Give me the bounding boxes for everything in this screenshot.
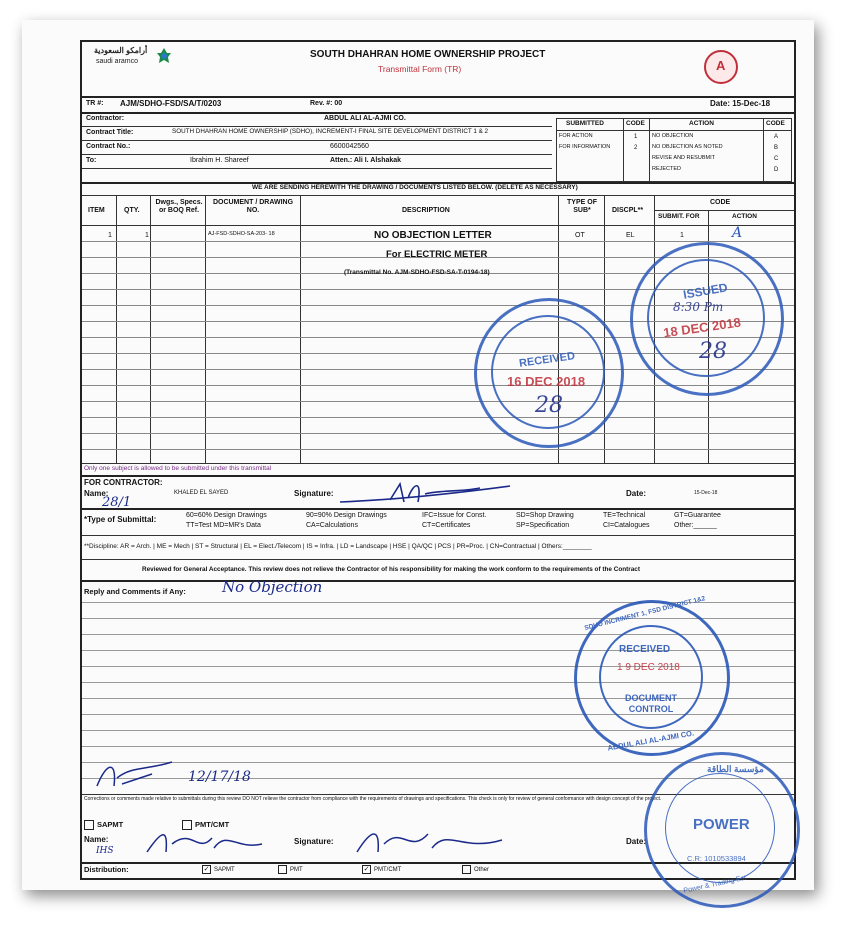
- to-label: To:: [86, 157, 97, 164]
- submittal-type-label: *Type of Submittal:: [84, 515, 157, 524]
- row-document: AJ-FSD-SDHO-SA-203- 18: [208, 231, 275, 237]
- dist-other-label: Other: [474, 867, 490, 874]
- aramco-arabic: أرامكو السعودية: [94, 46, 148, 55]
- row-type: OT: [575, 232, 585, 239]
- row-discpl: EL: [626, 232, 635, 239]
- submittal-col5-a: TE=Technical: [603, 512, 646, 519]
- contractor-logo-letter: A: [716, 58, 726, 73]
- distribution-label: Distribution:: [84, 865, 129, 874]
- table-row-line: [82, 433, 794, 434]
- legend-table: [556, 118, 792, 182]
- table-row-line: [82, 401, 794, 402]
- submittal-col1-b: TT=Test MD=MR's Data: [186, 522, 261, 529]
- reviewer-name-signature: [142, 824, 272, 860]
- legend-action-d-code: D: [774, 167, 779, 173]
- power-sub: Power & Trading Est.: [682, 874, 749, 895]
- received-1-text: RECEIVED: [518, 350, 576, 370]
- revision: Rev. #: 00: [310, 100, 343, 107]
- document-sheet: [22, 20, 814, 895]
- review-note: Reviewed for General Acceptance. This review does not relieve the Contractor of his responsibility for making the work conform to the requirements of the Contract: [142, 566, 640, 573]
- legend-action-header: ACTION: [689, 120, 714, 127]
- col-code: CODE: [710, 199, 731, 206]
- dist-sapmt[interactable]: [202, 865, 235, 874]
- submittal-col4-b: SP=Specification: [516, 522, 570, 529]
- contract-title-value: SOUTH DHAHRAN HOME OWNERSHIP (SDHO), INCREMENT-I FINAL SITE DEVELOPMENT DISTRICT 1 & 2: [172, 128, 489, 135]
- row-action: A: [732, 225, 743, 241]
- legend-submitted-1-code: 1: [634, 134, 638, 140]
- header-date: Date: 15-Dec-18: [710, 99, 771, 108]
- legend-action-a: NO OBJECTION: [652, 133, 694, 139]
- col-discpl: DISCPL**: [612, 207, 644, 214]
- dist-other-checkbox-icon[interactable]: [462, 865, 471, 874]
- for-contractor-title: FOR CONTRACTOR:: [84, 478, 163, 487]
- to-value: Ibrahim H. Shareef: [190, 157, 249, 164]
- col-action: ACTION: [732, 213, 757, 220]
- contractor-date-value: 15-Dec-18: [694, 490, 718, 496]
- contract-title-label: Contract Title:: [86, 129, 134, 136]
- dist-sapmt-checkbox-icon[interactable]: ✓: [203, 866, 210, 873]
- issued-date: 18 DEC 2018: [662, 314, 742, 341]
- dist-other[interactable]: [462, 865, 489, 874]
- reviewer-name-label: Name:: [84, 835, 109, 844]
- contractor-name-hand: 28/1: [102, 495, 132, 510]
- reviewer-initials: [92, 756, 182, 796]
- power-arabic: مؤسسة الطاقة: [707, 764, 764, 774]
- legend-code-header: CODE: [626, 120, 645, 127]
- contractor-signature-label: Signature:: [294, 489, 334, 498]
- col-type: TYPE OF SUB*: [567, 199, 597, 215]
- received-1-hand: 28: [535, 393, 563, 418]
- aramco-english: saudi aramco: [96, 58, 139, 65]
- submittal-col2-b: CA=Calculations: [306, 522, 358, 529]
- dist-pmt-cmt-checkbox-icon[interactable]: ✓: [363, 866, 370, 873]
- tr-number: AJM/SDHO-FSD/SA/T/0203: [120, 99, 222, 108]
- legend-action-c-code: C: [774, 156, 779, 162]
- col-document: DOCUMENT / DRAWING NO.: [212, 199, 294, 215]
- dist-sapmt-label: SAPMT: [214, 867, 235, 874]
- submittal-col2-a: 90=90% Design Drawings: [306, 512, 387, 519]
- power-name: POWER: [693, 816, 750, 833]
- issued-stamp: [630, 242, 784, 396]
- issued-hand: 28: [699, 339, 727, 364]
- doc-control: DOCUMENT CONTROL: [625, 693, 677, 714]
- power-company-stamp: [644, 752, 800, 908]
- document-control-stamp: [574, 595, 730, 756]
- submittal-col3-b: CT=Certificates: [422, 522, 471, 529]
- pmt-cmt-label: PMT/CMT: [195, 819, 230, 829]
- col-description: DESCRIPTION: [402, 207, 450, 214]
- table-row-line: [82, 241, 794, 242]
- contractor-signature: [330, 472, 520, 512]
- tr-label: TR #:: [86, 100, 104, 107]
- row-item: 1: [108, 232, 112, 239]
- sapmt-checkbox-icon[interactable]: [84, 820, 94, 830]
- dist-pmt-checkbox-icon[interactable]: [278, 865, 287, 874]
- received-1-date: 16 DEC 2018: [507, 374, 586, 389]
- reply-label: Reply and Comments if Any:: [84, 587, 186, 596]
- doc-date: 1 9 DEC 2018: [617, 662, 680, 673]
- legend-action-b: NO OBJECTION AS NOTED: [652, 144, 723, 150]
- reviewer-name-hand: IHS: [96, 846, 114, 856]
- power-cr: C.R: 1010533894: [687, 854, 746, 863]
- doc-ring-bottom: ABDUL ALI AL-AJMI CO.: [606, 728, 695, 753]
- table-row-line: [82, 417, 794, 418]
- submittal-col6-a: GT=Guarantee: [674, 512, 721, 519]
- issued-time: 8:30 Pm: [673, 300, 724, 314]
- contract-no-value: 6600042560: [330, 143, 369, 150]
- legend-submitted-2: FOR INFORMATION: [559, 144, 611, 150]
- row-desc-line1: NO OBJECTION LETTER: [374, 230, 492, 241]
- legend-action-c: REVISE AND RESUBMIT: [652, 155, 715, 161]
- dist-pmt-cmt-label: PMT/CMT: [374, 867, 402, 874]
- submittal-col1-a: 60=60% Design Drawings: [186, 512, 267, 519]
- contractor-name-label: Name:: [84, 489, 109, 498]
- submittal-col5-b: CI=Catalogues: [603, 522, 650, 529]
- legend-action-d: REJECTED: [652, 166, 682, 172]
- issued-text: ISSUED: [682, 280, 729, 302]
- attention-value: Atten.: Ali I. Alshakak: [330, 157, 402, 164]
- contractor-name-value: KHALED EL SAYED: [174, 490, 229, 496]
- reviewer-signature-label: Signature:: [294, 837, 334, 846]
- row-submit-for: 1: [680, 232, 684, 239]
- col-item: ITEM: [88, 207, 105, 214]
- sending-note: WE ARE SENDING HEREWITH THE DRAWING / DOCUMENTS LISTED BELOW. (DELETE AS NECESSARY): [252, 184, 578, 191]
- sapmt-label: SAPMT: [97, 819, 124, 829]
- corrections-note: Corrections or comments made relative to submittals during this review DO NOT relieve the contractor from compliance with the requirements of drawings and specifications. This check is only for review of general conformance with design concept of the project.: [84, 796, 662, 802]
- checkbox-sapmt[interactable]: [84, 820, 123, 830]
- reviewer-signature: [352, 822, 512, 862]
- legend-code-header-2: CODE: [766, 120, 785, 127]
- dist-pmt-label: PMT: [290, 867, 303, 874]
- row-desc-line2: For ELECTRIC METER: [386, 249, 488, 260]
- doc-ring-top: SDHO INCRIMENT 1, FSD DISTRICT 1&2: [583, 595, 707, 632]
- row-qty: 1: [145, 232, 149, 239]
- contractor-value: ABDUL ALI AL-AJMI CO.: [324, 115, 406, 122]
- contract-no-label: Contract No.:: [86, 143, 131, 150]
- received-stamp-1: [474, 298, 624, 448]
- handwritten-date: 12/17/18: [188, 769, 251, 785]
- legend-submitted-header: SUBMITTED: [566, 120, 604, 127]
- legend-submitted-2-code: 2: [634, 145, 638, 151]
- legend-submitted-1: FOR ACTION: [559, 133, 593, 139]
- form-title: Transmittal Form (TR): [378, 64, 462, 74]
- contractor-date-label: Date:: [626, 489, 647, 498]
- doc-received: RECEIVED: [619, 644, 671, 655]
- submittal-col4-a: SD=Shop Drawing: [516, 512, 574, 519]
- col-submit-for: SUBMIT. FOR: [658, 213, 700, 220]
- dist-pmt-cmt[interactable]: [362, 865, 401, 874]
- submittal-col3-a: IFC=Issue for Const.: [422, 512, 487, 519]
- contractor-label: Contractor:: [86, 115, 125, 122]
- legend-action-b-code: B: [774, 145, 779, 151]
- transmittal-form: [80, 40, 796, 880]
- table-note: Only one subject is allowed to be submitted under this transmittal: [84, 465, 272, 472]
- row-desc-line3: (Transmittal No. AJM-SDHO-FSD-SA-T-0194-18): [344, 269, 490, 276]
- project-title: SOUTH DHAHRAN HOME OWNERSHIP PROJECT: [310, 49, 546, 60]
- reviewer-date-label: Date:: [626, 837, 647, 846]
- dist-pmt[interactable]: [278, 865, 303, 874]
- reply-handwritten: No Objection: [222, 578, 323, 596]
- col-dwgs: Dwgs., Specs. or BOQ Ref.: [155, 199, 203, 215]
- table-row-line: [82, 449, 794, 450]
- submittal-col6-b: Other:______: [674, 522, 717, 529]
- discipline-list: **Discipline: AR = Arch. | ME = Mech | ST = Structural | EL = Elect./Telecom | IS = Infra. | LD = Landscape | HSE | QA/QC | PCS | PR=Proc. | CN=Contractual | Others:________: [84, 543, 592, 550]
- legend-action-a-code: A: [774, 134, 779, 140]
- col-qty: QTY.: [124, 207, 140, 214]
